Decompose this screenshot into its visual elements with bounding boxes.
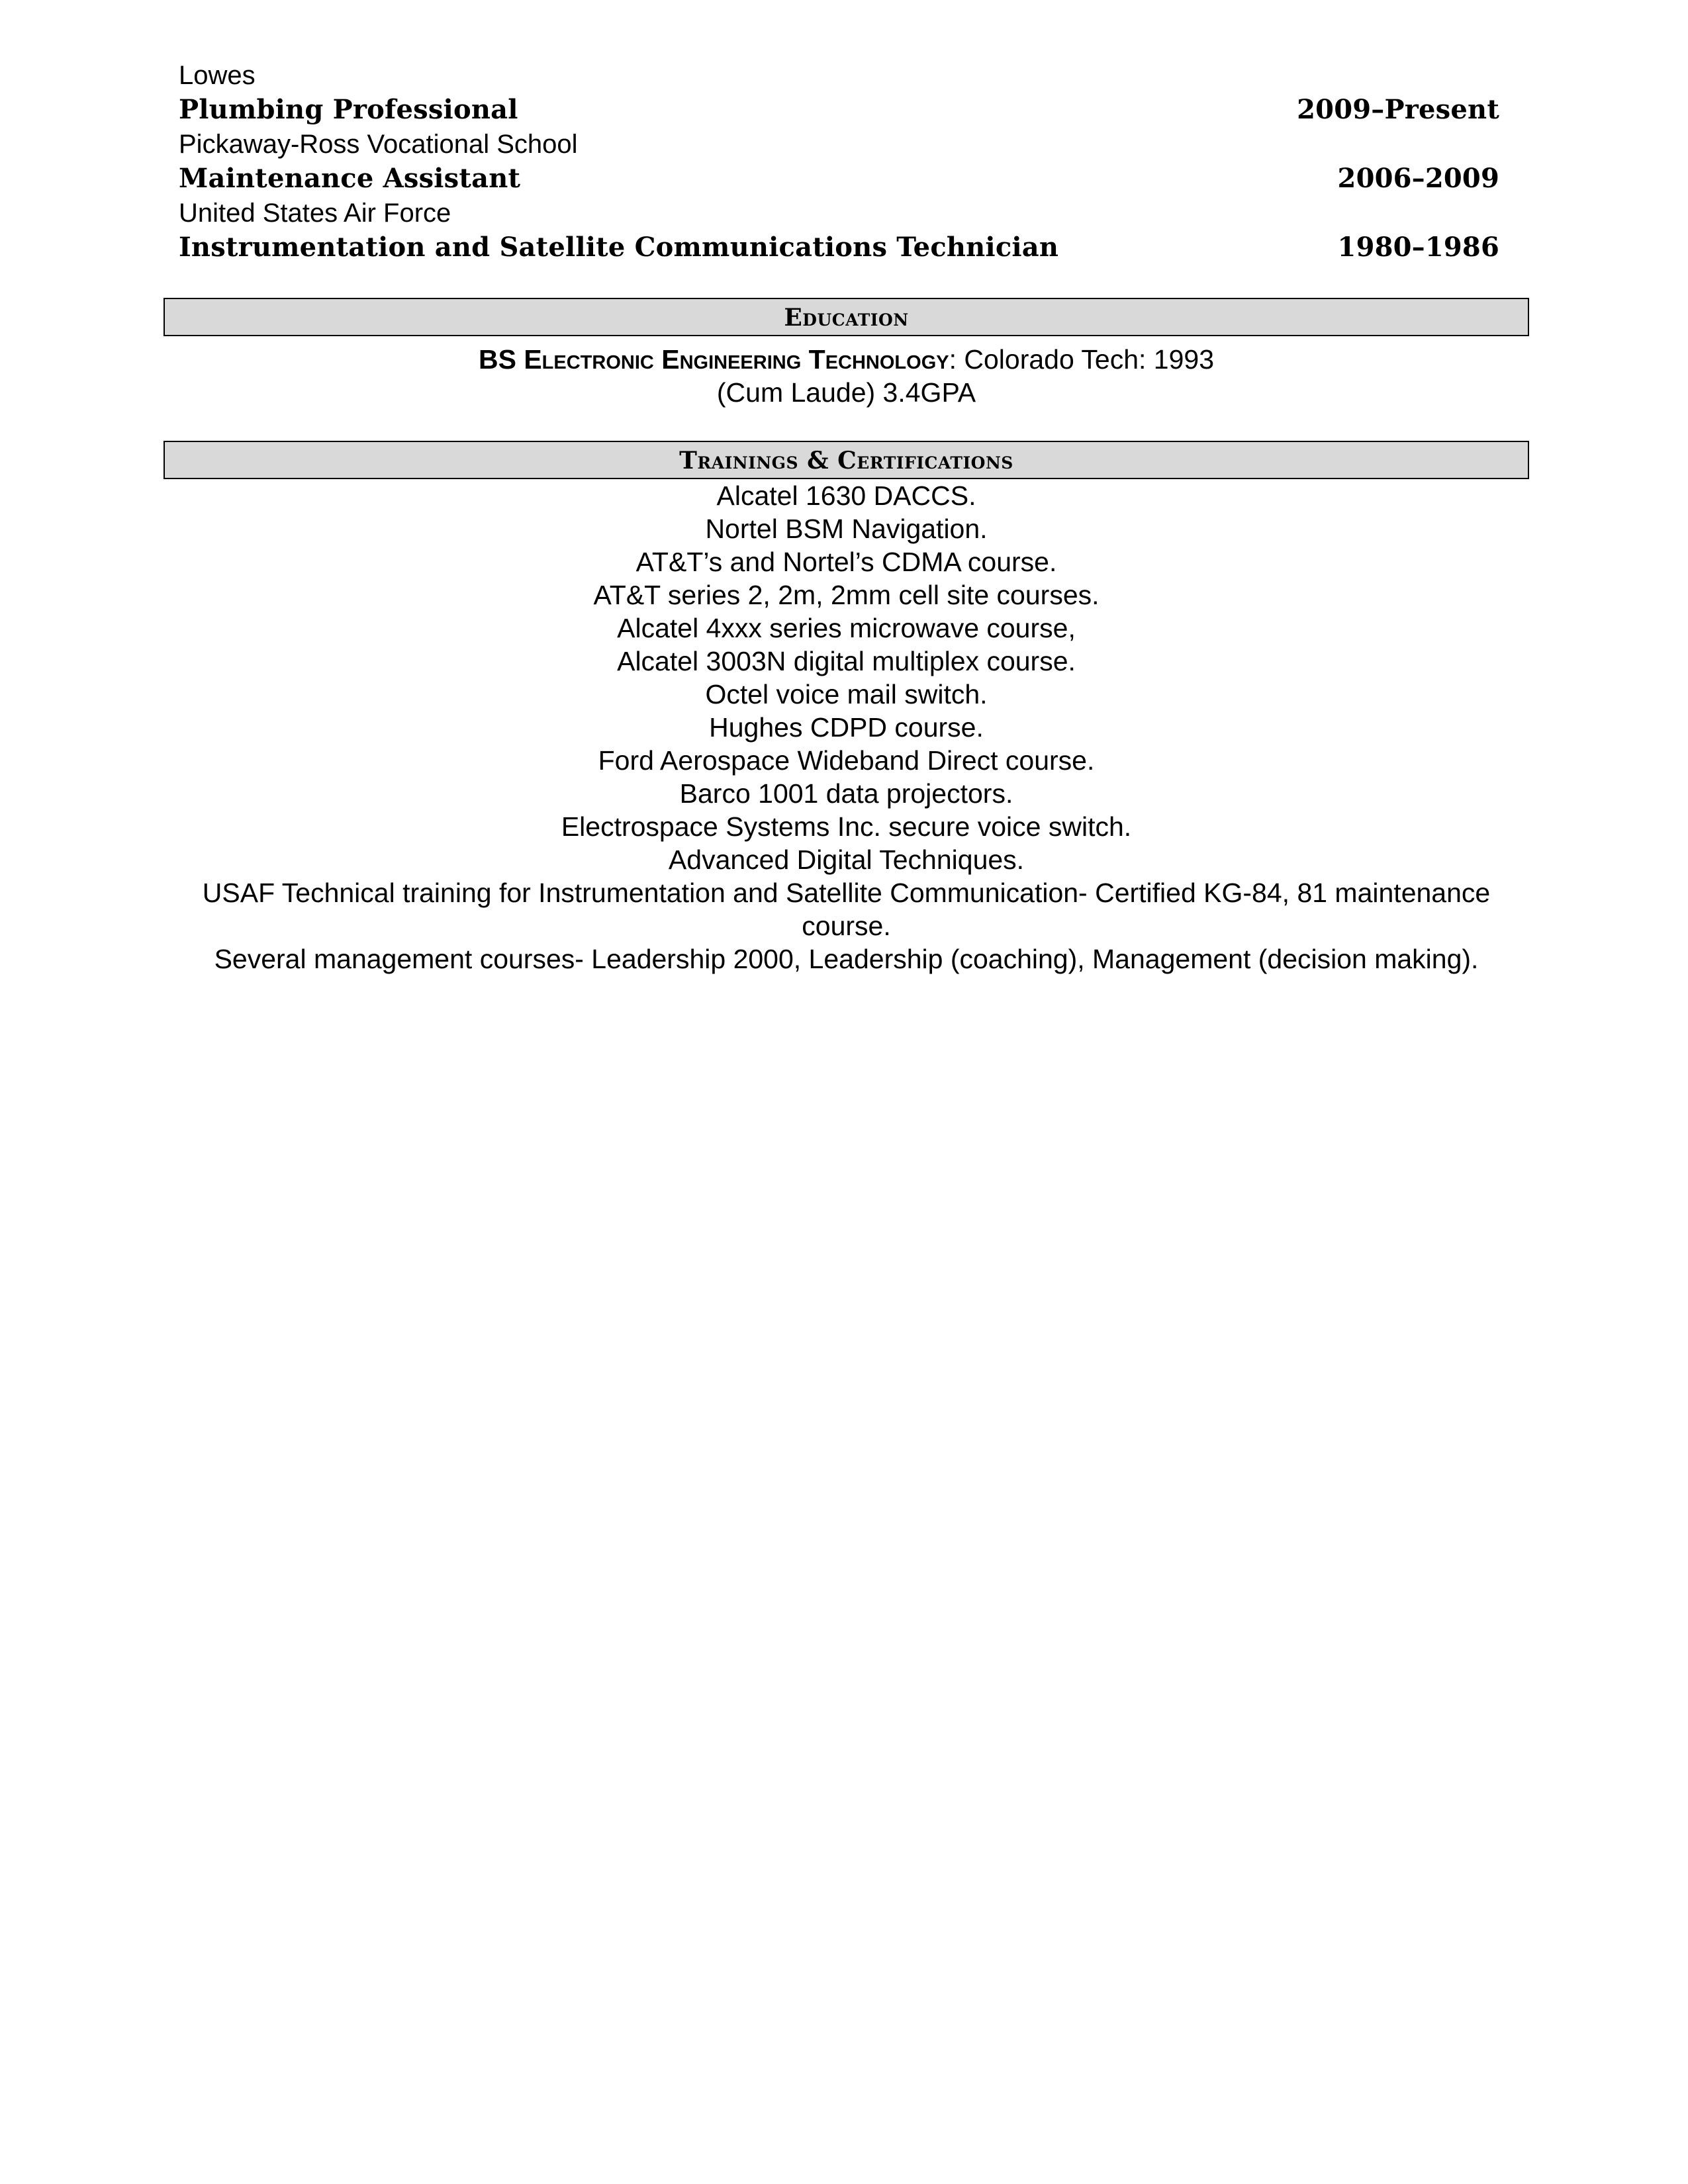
trainings-section-header: Trainings & Certifications	[164, 441, 1529, 479]
resume-content	[164, 58, 1529, 976]
experience-list	[164, 58, 1529, 265]
list-item: Barco 1001 data projectors.	[679, 778, 1013, 809]
education-block	[164, 336, 1529, 409]
list-item: Alcatel 3003N digital multiplex course.	[617, 646, 1076, 676]
job-title-row	[179, 93, 1499, 127]
list-item: Alcatel 4xxx series microwave course,	[617, 613, 1076, 643]
job-entry	[179, 196, 1499, 265]
job-title: Maintenance Assistant	[179, 163, 521, 194]
list-item: USAF Technical training for Instrumentation and Satellite Communication- Certified KG-84, 81 maintenance course.	[202, 878, 1491, 941]
list-item: Nortel BSM Navigation.	[705, 514, 988, 544]
job-title: Instrumentation and Satellite Communications Technician	[179, 232, 1059, 263]
degree-name: BS Electronic Engineering Technology	[478, 344, 949, 375]
employer-name: United States Air Force	[179, 199, 451, 228]
list-item: AT&T’s and Nortel’s CDMA course.	[635, 547, 1057, 577]
list-item: Ford Aerospace Wideband Direct course.	[598, 745, 1095, 776]
trainings-list	[164, 479, 1529, 976]
list-item: Electrospace Systems Inc. secure voice switch.	[561, 811, 1132, 842]
job-dates: 2009–Present	[1297, 94, 1499, 125]
education-section-header: Education	[164, 298, 1529, 336]
job-entry	[179, 58, 1499, 127]
job-title: Plumbing Professional	[179, 94, 518, 125]
job-title-row	[179, 230, 1499, 265]
list-item: AT&T series 2, 2m, 2mm cell site courses.	[593, 580, 1100, 610]
school-line: : Colorado Tech: 1993	[949, 344, 1215, 375]
honors-line: (Cum Laude) 3.4GPA	[716, 377, 976, 408]
employer-name: Lowes	[179, 61, 256, 90]
list-item: Alcatel 1630 DACCS.	[716, 480, 976, 511]
job-dates: 1980–1986	[1337, 232, 1499, 263]
job-title-row	[179, 161, 1499, 196]
list-item: Several management courses- Leadership 2000, Leadership (coaching), Management (decision making).	[214, 944, 1479, 974]
list-item: Octel voice mail switch.	[705, 679, 988, 709]
job-entry	[179, 127, 1499, 196]
employer-name: Pickaway-Ross Vocational School	[179, 130, 578, 159]
list-item: Advanced Digital Techniques.	[668, 844, 1025, 875]
degree-line	[164, 343, 1529, 376]
job-dates: 2006–2009	[1337, 163, 1499, 194]
list-item: Hughes CDPD course.	[709, 712, 984, 743]
